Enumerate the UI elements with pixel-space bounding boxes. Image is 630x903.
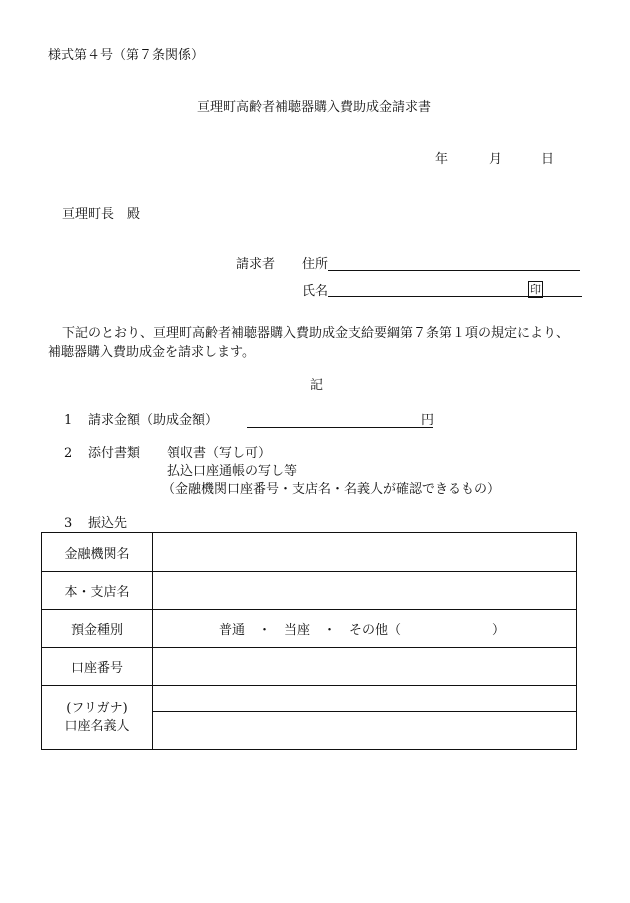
name-label: 氏名 xyxy=(302,284,329,299)
bank-info-table xyxy=(41,532,577,750)
furigana-field[interactable] xyxy=(153,686,576,712)
holder-label: 口座名義人 xyxy=(64,718,130,734)
seal-mark: 印 xyxy=(530,283,541,296)
address-label: 住所 xyxy=(302,257,329,272)
addressee: 亘理町長 殿 xyxy=(62,207,141,222)
deposit-type-options[interactable]: 普通 ・ 当座 ・ その他（ ） xyxy=(153,610,577,648)
body-text-line1: 下記のとおり、亘理町高齢者補聴器購入費助成金支給要綱第７条第１項の規定により、 xyxy=(62,326,570,341)
body-text-line2: 補聴器購入費助成金を請求します。 xyxy=(48,345,255,360)
ki-heading: 記 xyxy=(310,378,324,393)
item1-number: 1 xyxy=(64,413,73,428)
deposit-type-label: 預金種別 xyxy=(42,610,153,648)
address-field[interactable] xyxy=(328,270,580,271)
claimant-label: 請求者 xyxy=(236,257,276,272)
account-holder-label xyxy=(42,686,153,750)
amount-field[interactable] xyxy=(247,427,433,428)
attachment-note: （金融機関口座番号・支店名・名義人が確認できるもの） xyxy=(162,482,501,497)
date-day: 日 xyxy=(541,152,555,167)
item1-label: 請求金額（助成金額） xyxy=(88,413,219,428)
name-field[interactable] xyxy=(328,296,582,297)
page-title: 亘理町高齢者補聴器購入費助成金請求書 xyxy=(197,100,432,115)
furigana-label: (フリガナ) xyxy=(66,700,128,716)
bank-name-label: 金融機関名 xyxy=(42,533,153,572)
attachment-receipt: 領収書（写し可） xyxy=(167,446,272,461)
item2-number: 2 xyxy=(64,446,73,461)
item3-number: 3 xyxy=(64,516,73,531)
date-year: 年 xyxy=(435,152,449,167)
account-number-field[interactable] xyxy=(153,648,577,686)
item3-label: 振込先 xyxy=(88,516,128,531)
item2-label: 添付書類 xyxy=(88,446,141,461)
bank-name-field[interactable] xyxy=(153,533,577,572)
attachment-passbook: 払込口座通帳の写し等 xyxy=(167,464,298,479)
yen-unit: 円 xyxy=(421,413,435,428)
branch-field[interactable] xyxy=(153,572,577,610)
account-number-label: 口座番号 xyxy=(42,648,153,686)
date-month: 月 xyxy=(489,152,503,167)
account-holder-field[interactable] xyxy=(153,686,577,750)
form-number: 様式第４号（第７条関係） xyxy=(48,48,205,63)
branch-label: 本・支店名 xyxy=(42,572,153,610)
